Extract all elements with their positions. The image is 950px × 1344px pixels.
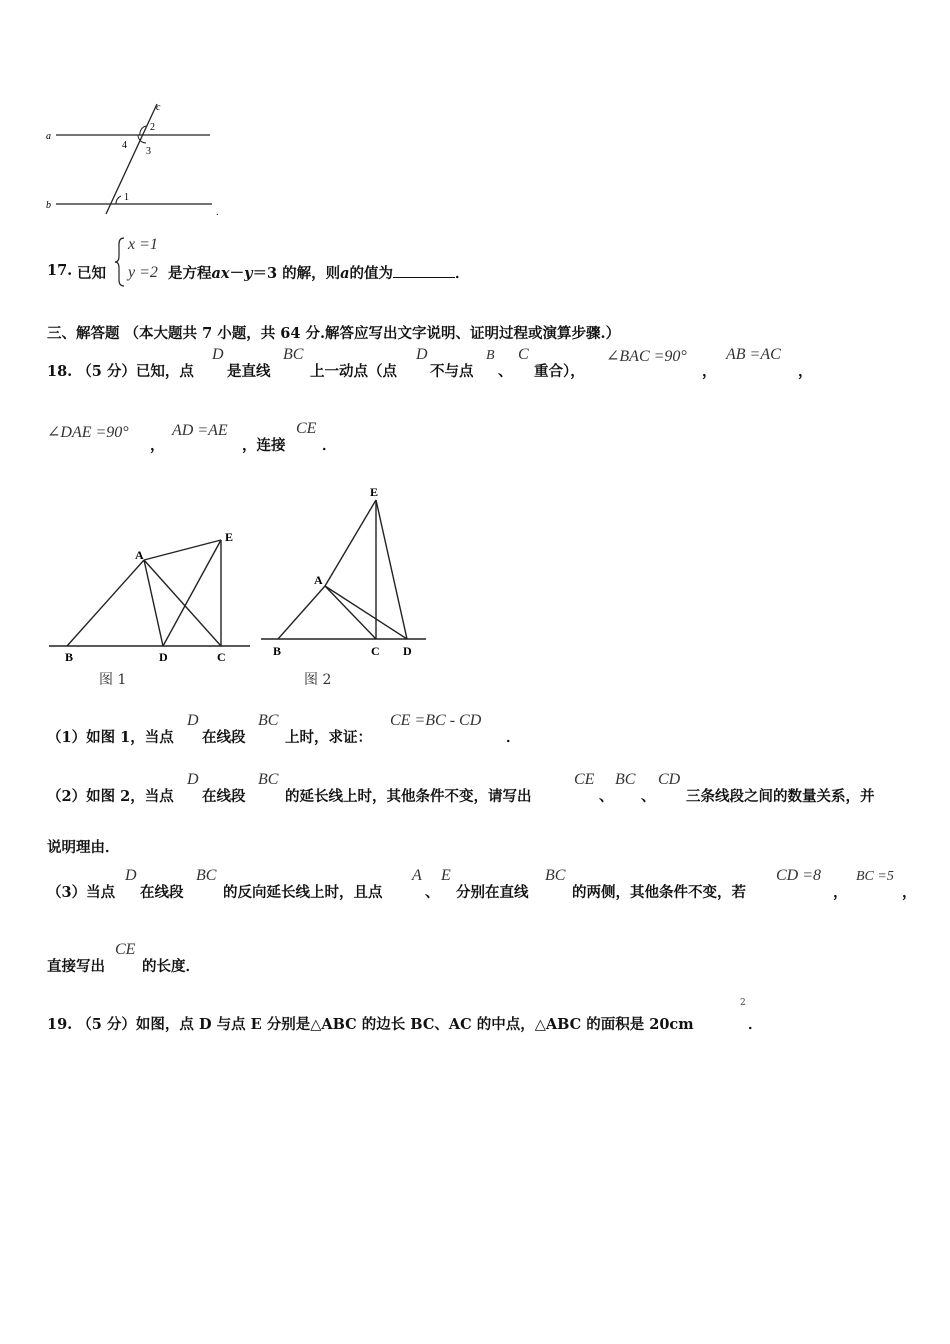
q19-superscript: 2 bbox=[740, 998, 746, 1008]
part3-d: 分别在直线 bbox=[456, 884, 529, 901]
q18-not-with: 不与点 bbox=[430, 363, 474, 380]
part3-comma: ， bbox=[833, 884, 848, 901]
q17-pre: 已知 bbox=[77, 265, 106, 282]
fig1-label-B: B bbox=[65, 650, 74, 664]
part3-bc5: BC =5 bbox=[856, 869, 894, 884]
part3-s: 、 bbox=[425, 884, 440, 901]
q18-comma2: ， bbox=[798, 363, 813, 380]
part2-s2: 、 bbox=[641, 788, 656, 805]
part1-a: （1）如图 1，当点 bbox=[47, 729, 174, 746]
q18-intro: 18. （5 分）已知，点 bbox=[47, 363, 194, 380]
fig2-caption: 图 2 bbox=[304, 672, 332, 688]
part2-CD: CD bbox=[658, 771, 681, 788]
fig2-segment-ad bbox=[325, 586, 407, 639]
part3-a: （3）当点 bbox=[47, 884, 116, 901]
fig2-label-C: C bbox=[371, 644, 380, 658]
part2-d: 三条线段之间的数量关系，并 bbox=[686, 788, 875, 805]
q18-connect: ，连接 bbox=[242, 437, 286, 454]
q17-number: 17. bbox=[47, 262, 73, 279]
q18-CE: CE bbox=[296, 420, 317, 437]
label-4: 4 bbox=[122, 140, 127, 151]
q18-ad-ae: AD =AE bbox=[172, 422, 228, 439]
q18-sep: 、 bbox=[498, 363, 513, 380]
q17-var-a: a bbox=[211, 265, 221, 282]
q17-post: 是方程 bbox=[168, 265, 212, 282]
part2-D: D bbox=[187, 771, 199, 788]
q18-comma: ， bbox=[702, 363, 717, 380]
q17-answer-blank[interactable] bbox=[393, 263, 455, 278]
part1-BC: BC bbox=[258, 712, 279, 729]
q17-system-line2: y =2 bbox=[128, 264, 158, 281]
q19-text: 19. （5 分）如图，点 D 与点 E 分别是△ABC 的边长 BC、AC 的中点，△ABC 的面积是 20cm bbox=[47, 1016, 694, 1033]
fig1-segment-ab bbox=[67, 560, 144, 646]
q17-equation bbox=[168, 262, 470, 283]
q17-rest: ＝3 的解，则 bbox=[252, 265, 341, 282]
fig2-segment-ae bbox=[325, 500, 376, 586]
fig2-segment-ab bbox=[278, 586, 325, 639]
fig2-label-E: E bbox=[370, 485, 379, 499]
part3-line2b: 的长度． bbox=[142, 958, 200, 975]
fig1-label-C: C bbox=[217, 650, 226, 664]
part1-formula: CE =BC - CD bbox=[390, 712, 482, 729]
q18-D2: D bbox=[416, 346, 428, 363]
label-3: 3 bbox=[146, 146, 151, 157]
part2-CE: CE bbox=[574, 771, 595, 788]
q18-BC: BC bbox=[283, 346, 304, 363]
label-1: 1 bbox=[124, 192, 129, 203]
fig2-label-A: A bbox=[314, 573, 323, 587]
section3-title: 三、解答题 （本大题共 7 小题，共 64 分.解答应写出文字说明、证明过程或演算步骤.） bbox=[47, 325, 621, 342]
q17-system-line1: x =1 bbox=[128, 236, 158, 253]
part3-D: D bbox=[125, 867, 137, 884]
part2-a: （2）如图 2，当点 bbox=[47, 788, 174, 805]
part3-b: 在线段 bbox=[140, 884, 184, 901]
q17-minus: － bbox=[229, 265, 245, 282]
label-c: c bbox=[156, 102, 161, 113]
q18-coincide: 重合）， bbox=[534, 363, 585, 380]
q18-angle-bac: ∠BAC =90° bbox=[606, 348, 687, 365]
part2-c: 的延长线上时，其他条件不变，请写出 bbox=[285, 788, 532, 805]
fig2-label-B: B bbox=[273, 644, 282, 658]
q18-moving: 上一动点（点 bbox=[310, 363, 397, 380]
part1-end: ． bbox=[506, 729, 521, 746]
part3-BC: BC bbox=[196, 867, 217, 884]
q17-var-y: y bbox=[244, 265, 253, 282]
q17-end: ． bbox=[455, 265, 470, 282]
fig1-label-A: A bbox=[135, 548, 144, 562]
part3-e: 的两侧，其他条件不变，若 bbox=[572, 884, 746, 901]
part3-comma2: ， bbox=[902, 884, 917, 901]
part2-BC: BC bbox=[258, 771, 279, 788]
part2-s1: 、 bbox=[599, 788, 614, 805]
part1-b: 在线段 bbox=[202, 729, 246, 746]
line-c bbox=[106, 104, 157, 214]
label-2: 2 bbox=[150, 122, 155, 133]
q18-B: B bbox=[486, 348, 495, 363]
part3-cd8: CD =8 bbox=[776, 867, 822, 884]
q18-period: ． bbox=[322, 437, 337, 454]
fig1-label-D: D bbox=[159, 650, 168, 664]
q18-on-line: 是直线 bbox=[227, 363, 271, 380]
fig1-segment-ae bbox=[144, 540, 221, 560]
fig1-segment-de bbox=[163, 540, 221, 646]
part3-A: A bbox=[412, 867, 422, 884]
label-a: a bbox=[46, 131, 51, 142]
fig2-segment-ac bbox=[325, 586, 376, 639]
part1-D: D bbox=[187, 712, 199, 729]
q18-angle-dae: ∠DAE =90° bbox=[47, 424, 129, 441]
fig1-label-E: E bbox=[225, 530, 234, 544]
q17-var-a2: a bbox=[340, 265, 350, 282]
figure-1 bbox=[45, 525, 260, 670]
figure-2 bbox=[258, 480, 433, 665]
part2-BC2: BC bbox=[615, 771, 636, 788]
part3-E: E bbox=[441, 867, 451, 884]
fig1-segment-ac bbox=[144, 560, 221, 646]
part1-c: 上时，求证： bbox=[285, 729, 372, 746]
part3-CE: CE bbox=[115, 941, 136, 958]
label-b: b bbox=[46, 200, 51, 211]
q17-system-brace bbox=[114, 236, 126, 288]
part2-line2: 说明理由． bbox=[47, 839, 120, 856]
q18-comma3: ， bbox=[150, 437, 165, 454]
fig1-caption: 图 1 bbox=[99, 672, 127, 688]
fig2-segment-de bbox=[376, 500, 407, 639]
q17-var-x: x bbox=[220, 265, 230, 282]
q18-D: D bbox=[212, 346, 224, 363]
part3-BC2: BC bbox=[545, 867, 566, 884]
svg-text:.: . bbox=[216, 207, 219, 218]
fig1-segment-ad bbox=[144, 560, 163, 646]
part3-line2a: 直接写出 bbox=[47, 958, 105, 975]
q17-tail: 的值为 bbox=[349, 265, 394, 282]
q18-ab-ac: AB =AC bbox=[726, 346, 781, 363]
part2-b: 在线段 bbox=[202, 788, 246, 805]
q18-C: C bbox=[518, 346, 529, 363]
fig2-label-D: D bbox=[403, 644, 412, 658]
parallel-lines-figure bbox=[40, 98, 230, 223]
q19-end: ． bbox=[748, 1016, 763, 1033]
part3-c: 的反向延长线上时，且点 bbox=[223, 884, 383, 901]
